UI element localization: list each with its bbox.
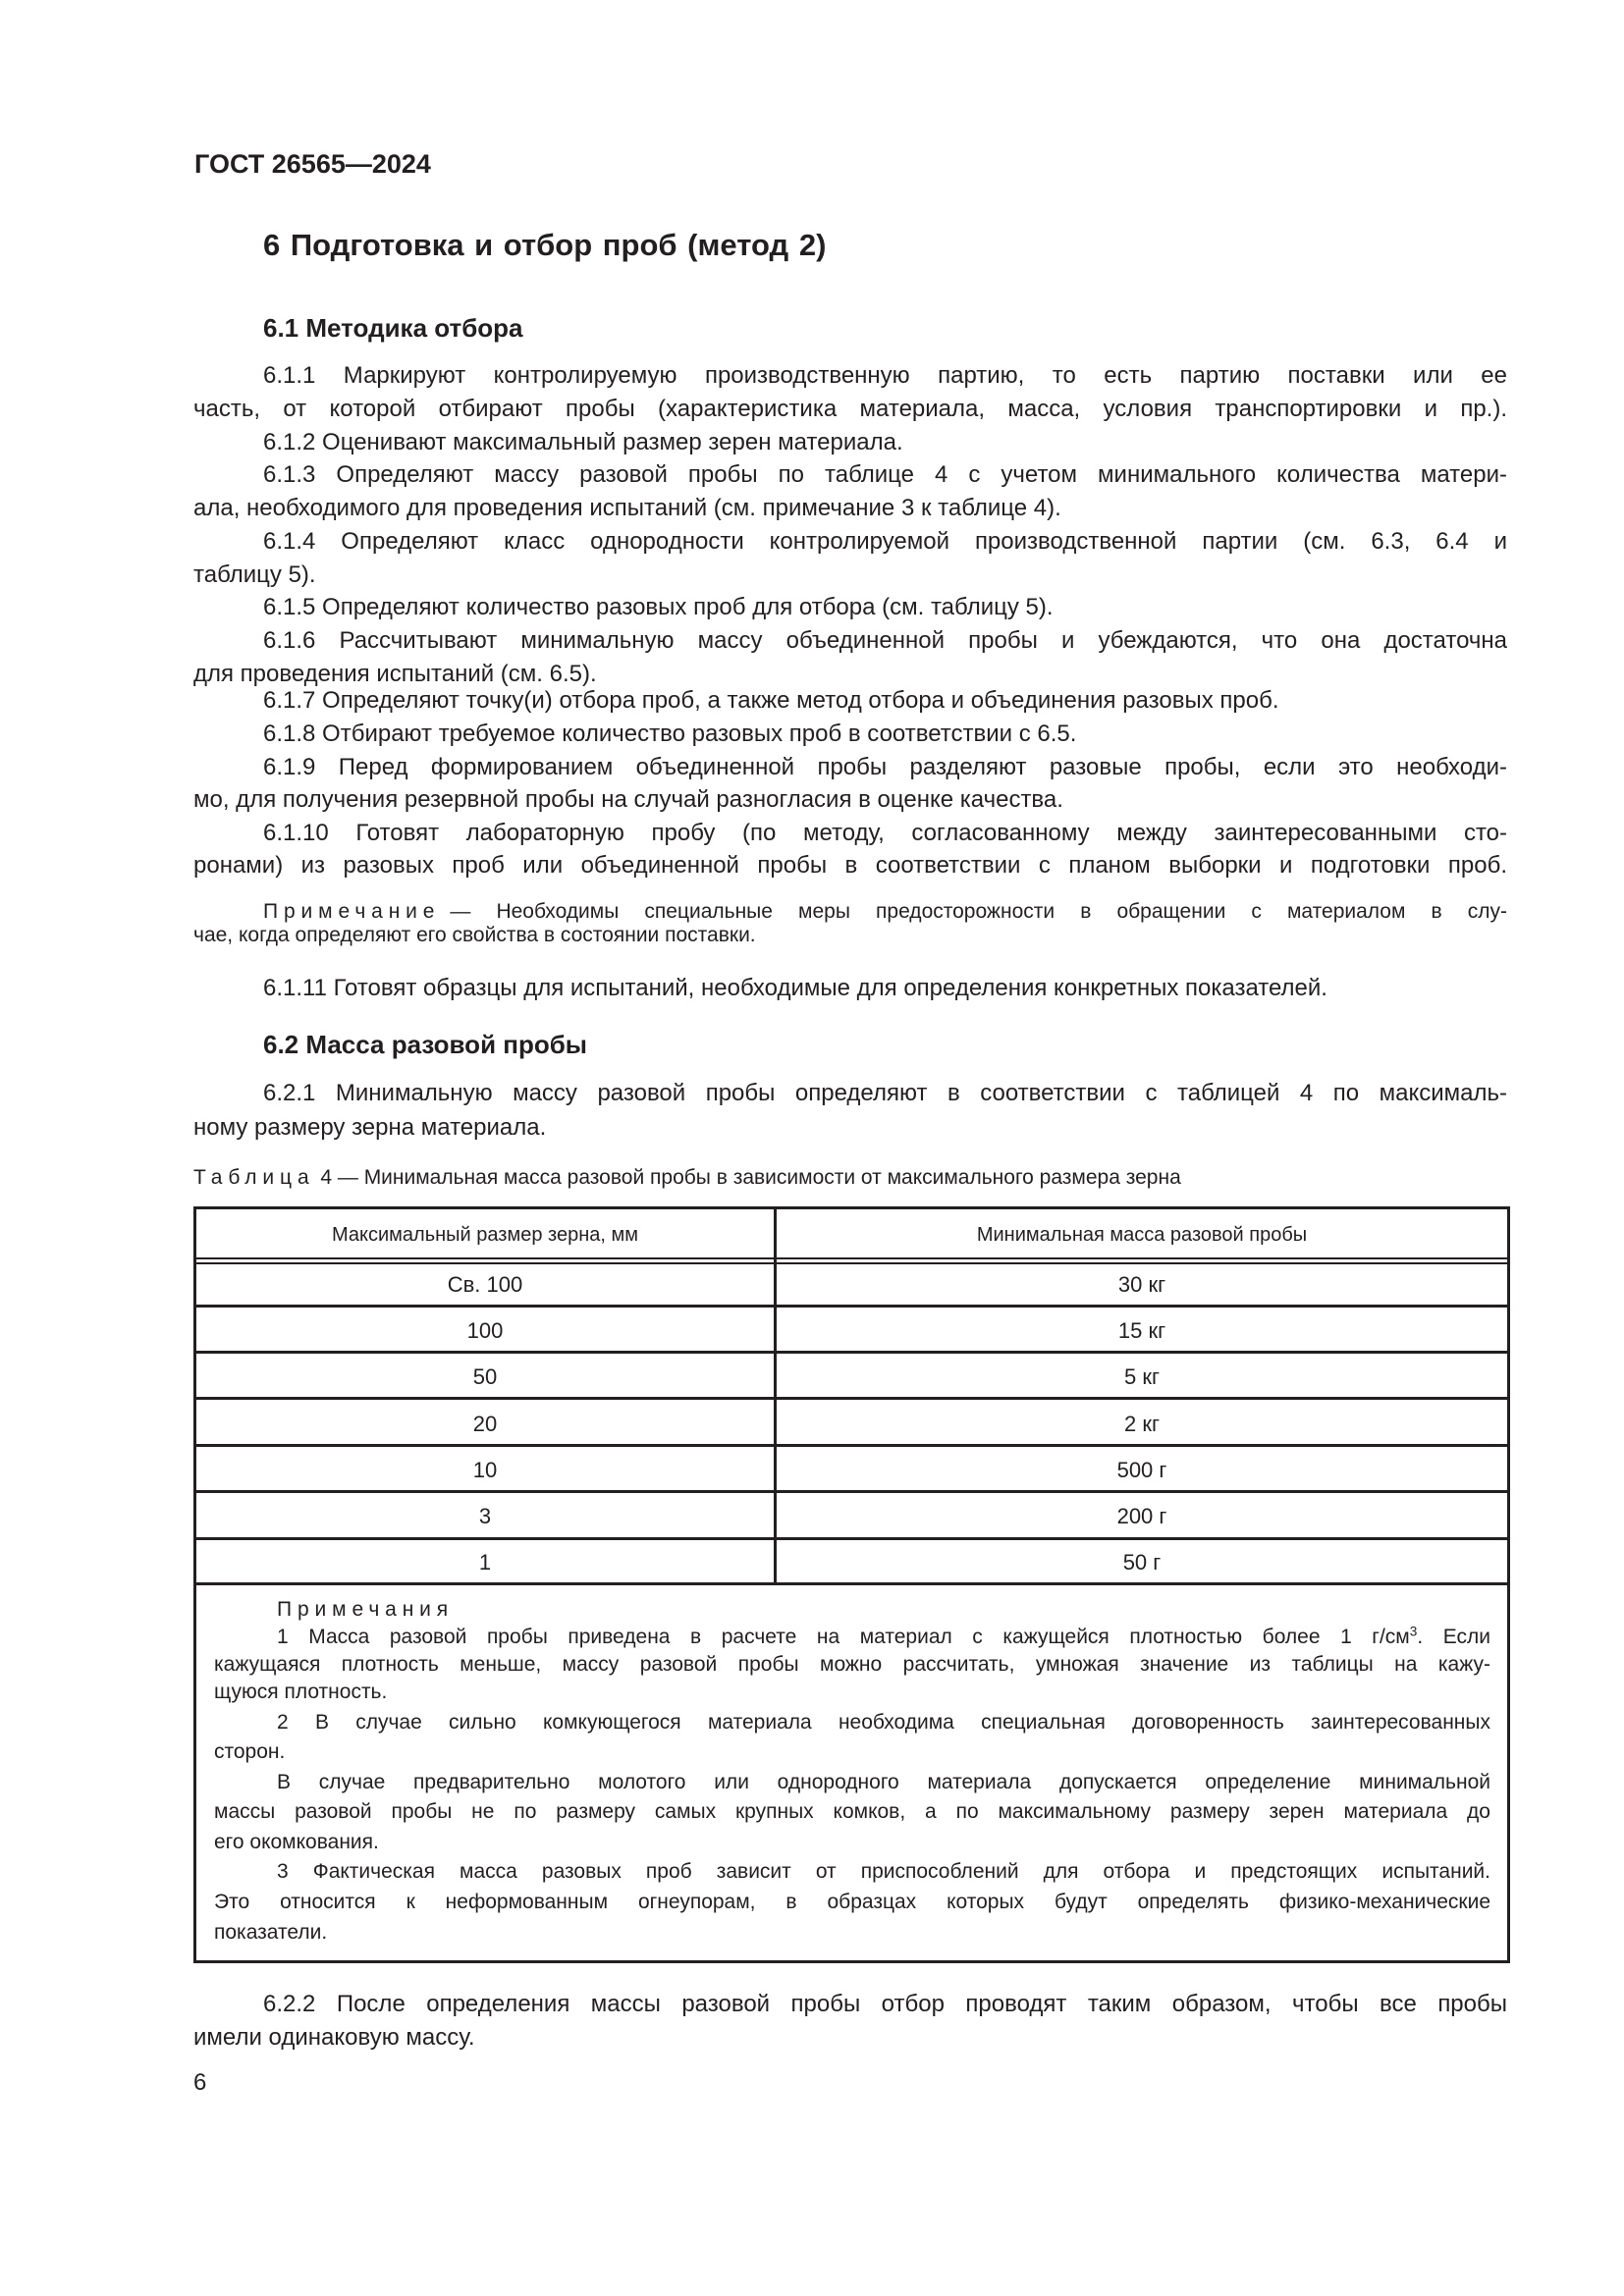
paragraph-6-2-1-line: 6.2.1 Минимальную массу разовой пробы определяют в соответствии с таблицей 4 по максималь-: [263, 1082, 1507, 1106]
table-note-text: 1 Масса разовой пробы приведена в расчете на материал с кажущейся плотностью более 1 г/см: [277, 1626, 1410, 1648]
table-cell-grain-size: 3: [478, 1504, 492, 1528]
table-cell-min-mass: 200 г: [1116, 1504, 1167, 1528]
table-cell-grain-size: Св. 100: [447, 1272, 523, 1297]
table-row-rule: [193, 1537, 1510, 1540]
note-text-line: чае, когда определяют его свойства в состоянии поставки.: [193, 924, 756, 946]
note-6-1: [263, 901, 1507, 922]
table-row-rule: [193, 1582, 1510, 1585]
table-note-text: . Если: [1417, 1626, 1490, 1648]
table-caption-label: Таблица: [193, 1166, 315, 1189]
table-cell-min-mass: 5 кг: [1124, 1364, 1160, 1389]
paragraph-6-1-11: 6.1.11 Готовят образцы для испытаний, необходимые для определения конкретных показателей.: [263, 975, 1327, 1001]
table-note-1-line: [277, 1624, 1490, 1652]
subsection-title-6-1: 6.1 Методика отбора: [263, 313, 523, 343]
paragraph-6-1-9-line: мо, для получения резервной пробы на случай разногласия в оценке качества.: [193, 786, 1063, 813]
paragraph-6-1-5: 6.1.5 Определяют количество разовых проб для отбора (см. таблицу 5).: [263, 594, 1054, 620]
table-header-cell: Максимальный размер зерна, мм: [332, 1224, 638, 1246]
paragraph-6-2-2-line: 6.2.2 После определения массы разовой пробы отбор проводят таким образом, чтобы все пробы: [263, 1993, 1507, 2017]
table-row-rule: [193, 1444, 1510, 1447]
paragraph-6-1-7: 6.1.7 Определяют точку(и) отбора проб, а также метод отбора и объединения разовых проб.: [263, 687, 1279, 714]
table-cell-grain-size: 1: [478, 1550, 492, 1575]
paragraph-6-1-1-line: 6.1.1 Маркируют контролируемую производственную партию, то есть партию поставки или ее: [263, 364, 1507, 389]
paragraph-6-1-2: 6.1.2 Оценивают максимальный размер зерен материала.: [263, 429, 903, 455]
table-note-line: его окомкования.: [214, 1831, 379, 1853]
paragraph-6-1-3-line: 6.1.3 Определяют массу разовой пробы по таблице 4 с учетом минимального количества матери-: [263, 463, 1507, 488]
note-text-line: — Необходимы специальные меры предосторожности в обращении с материалом в слу-: [450, 900, 1507, 923]
paragraph-6-1-10-line: 6.1.10 Готовят лабораторную пробу (по методу, согласованному между заинтересованными сто-: [263, 822, 1507, 846]
superscript: 3: [1409, 1624, 1418, 1639]
table-cell-min-mass: 50 г: [1122, 1550, 1162, 1575]
paragraph-6-1-4-line: таблицу 5).: [193, 561, 316, 588]
table-header-rule: [193, 1257, 1510, 1259]
table-row-rule: [193, 1397, 1510, 1400]
table-caption: [193, 1167, 1181, 1188]
table-note-line: показатели.: [214, 1921, 328, 1944]
table-note-line: 2 В случае сильно комкующегося материала необходима специальная договоренность заинтересованных: [277, 1712, 1490, 1734]
note-label: Примечание: [263, 900, 441, 923]
table-cell-min-mass: 2 кг: [1124, 1412, 1160, 1436]
paragraph-6-1-8: 6.1.8 Отбирают требуемое количество разовых проб в соответствии с 6.5.: [263, 721, 1077, 747]
document-id: ГОСТ 26565—2024: [194, 149, 431, 179]
table-cell-grain-size: 100: [466, 1318, 504, 1343]
table-cell-grain-size: 10: [472, 1458, 498, 1482]
paragraph-6-1-9-line: 6.1.9 Перед формированием объединенной пробы разделяют разовые пробы, если это необходи-: [263, 756, 1507, 780]
paragraph-6-1-6-line: для проведения испытаний (см. 6.5).: [193, 661, 597, 687]
paragraph-6-2-2-line: имели одинаковую массу.: [193, 2024, 475, 2051]
subsection-title-6-2: 6.2 Масса разовой пробы: [263, 1030, 588, 1059]
table-note-line: щуюся плотность.: [214, 1681, 388, 1703]
table-note-line: Это относится к неформованным огнеупорам, в образцах которых будут определять физико-механические: [214, 1892, 1490, 1913]
section-title: 6 Подготовка и отбор проб (метод 2): [263, 228, 827, 262]
table-notes-label: Примечания: [277, 1598, 455, 1621]
paragraph-6-1-4-line: 6.1.4 Определяют класс однородности контролируемой производственной партии (см. 6.3, 6.4 и: [263, 530, 1507, 555]
table-note-line: массы разовой пробы не по размеру самых крупных комков, а по максимальному размеру зерен материала до: [214, 1801, 1490, 1823]
table-cell-grain-size: 20: [472, 1412, 498, 1436]
paragraph-6-1-1-line: часть, от которой отбирают пробы (характеристика материала, масса, условия транспортировки и пр.).: [193, 398, 1507, 422]
table-cell-min-mass: 30 кг: [1117, 1272, 1166, 1297]
table-header-cell: Минимальная масса разовой пробы: [976, 1224, 1308, 1246]
table-row-rule: [193, 1305, 1510, 1308]
table-cell-min-mass: 500 г: [1116, 1458, 1167, 1482]
paragraph-6-1-6-line: 6.1.6 Рассчитывают минимальную массу объединенной пробы и убеждаются, что она достаточна: [263, 629, 1507, 654]
table-header-rule: [193, 1262, 1510, 1264]
table-note-line: В случае предварительно молотого или однородного материала допускается определение минимальной: [277, 1772, 1490, 1793]
table-cell-grain-size: 50: [472, 1364, 498, 1389]
page-number: 6: [193, 2069, 207, 2096]
table-note-line: кажущаяся плотность меньше, массу разовой пробы можно рассчитать, умножая значение из таблицы на кажу-: [214, 1654, 1490, 1676]
table-caption-text: 4 — Минимальная масса разовой пробы в зависимости от максимального размера зерна: [320, 1166, 1181, 1189]
paragraph-6-1-10-line: ронами) из разовых проб или объединенной пробы в соответствии с планом выборки и подготовки проб.: [193, 854, 1507, 879]
table-note-line: сторон.: [214, 1740, 286, 1763]
table-note-line: 3 Фактическая масса разовых проб зависит от приспособлений для отбора и предстоящих испытаний.: [277, 1861, 1490, 1883]
table-row-rule: [193, 1351, 1510, 1354]
table-cell-min-mass: 15 кг: [1117, 1318, 1166, 1343]
paragraph-6-1-3-line: ала, необходимого для проведения испытаний (см. примечание 3 к таблице 4).: [193, 495, 1061, 521]
table-row-rule: [193, 1490, 1510, 1493]
paragraph-6-2-1-line: ному размеру зерна материала.: [193, 1114, 547, 1141]
